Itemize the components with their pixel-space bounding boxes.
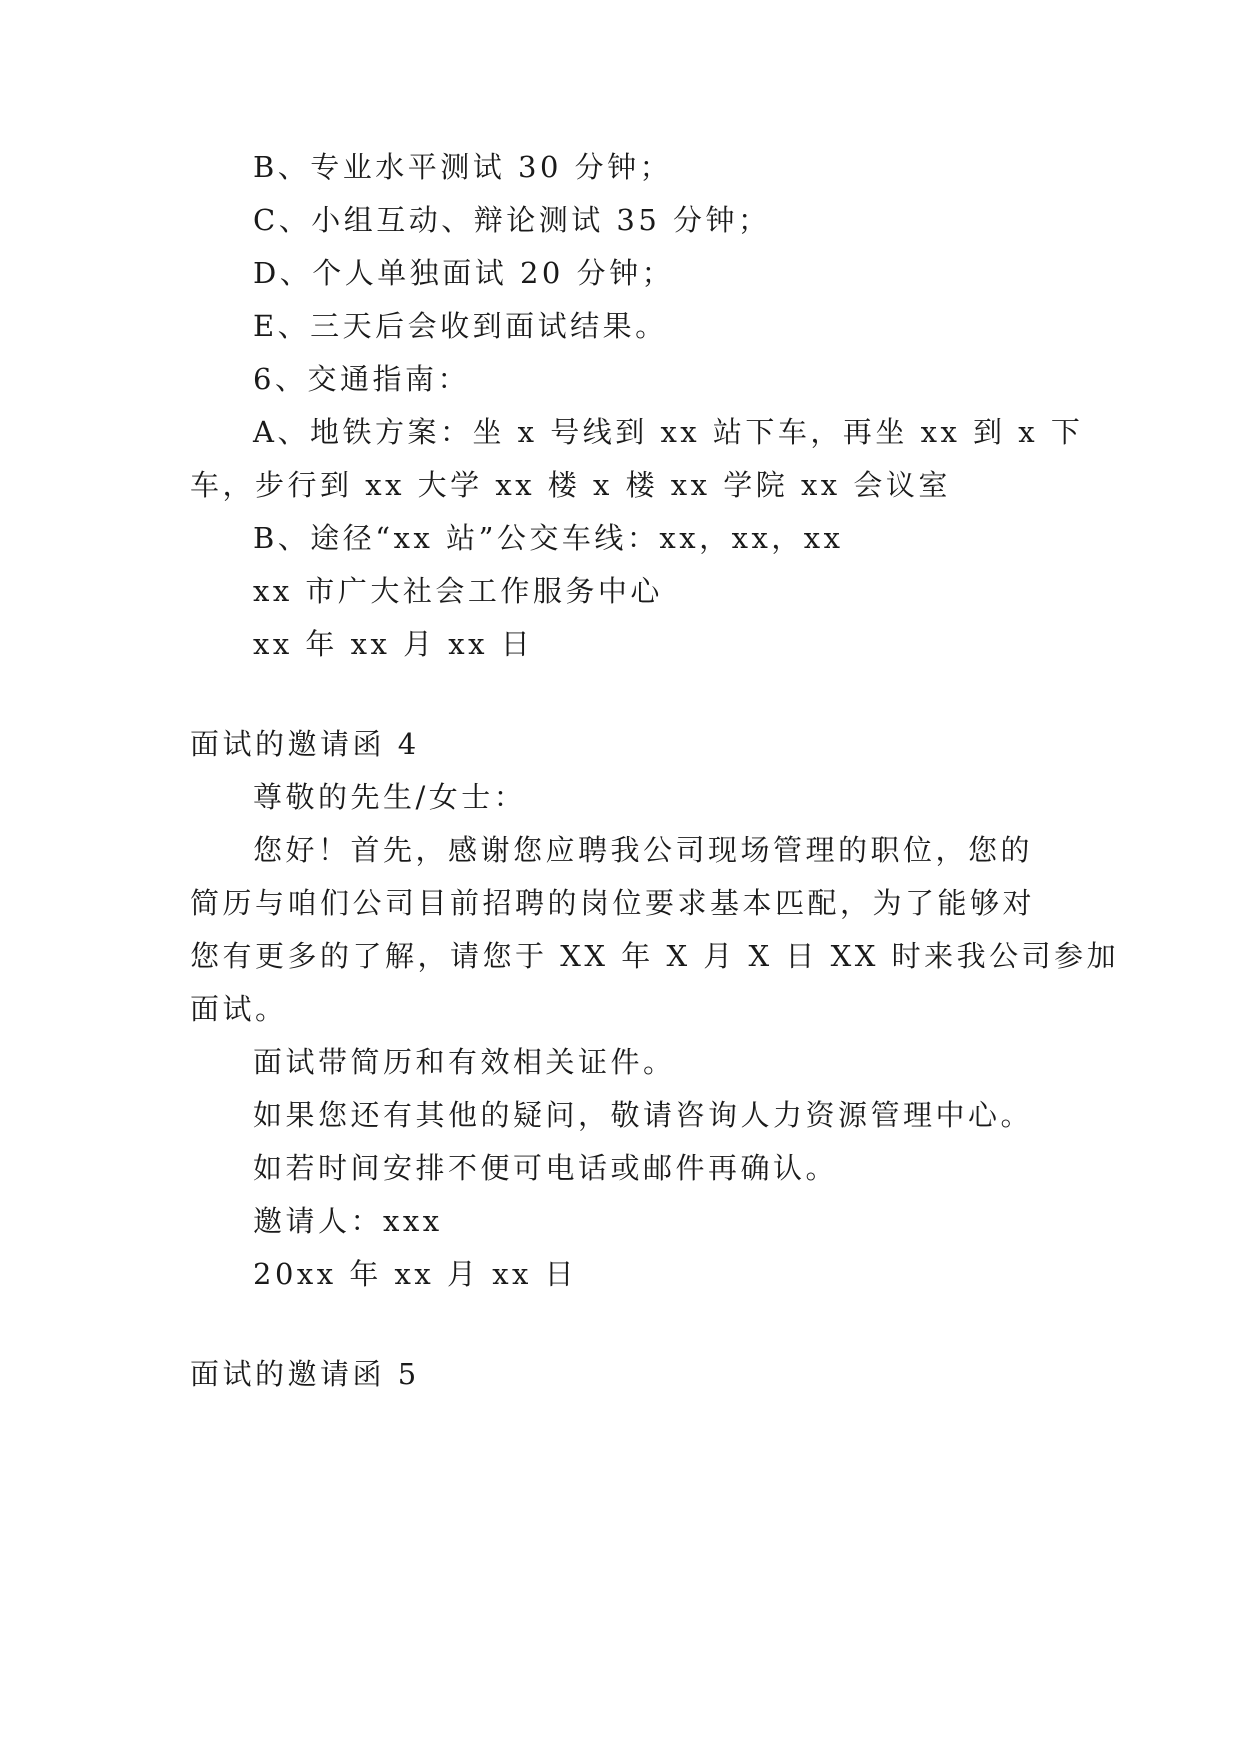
body-line-3: 您有更多的了解，请您于 XX 年 X 月 X 日 XX 时来我公司参加 [190,939,1120,973]
salutation: 尊敬的先生/女士： [253,780,527,814]
reschedule-note: 如若时间安排不便可电话或邮件再确认。 [253,1151,839,1185]
organization-name: xx 市广大社会工作服务中心 [253,574,663,608]
section-title-5: 面试的邀请函 5 [190,1357,420,1391]
body-line-1: 您好！首先，感谢您应聘我公司现场管理的职位，您的 [253,833,1034,867]
body-line-2: 简历与咱们公司目前招聘的岗位要求基本匹配，为了能够对 [190,886,1036,920]
letter-date: xx 年 xx 月 xx 日 [253,627,534,661]
invite-date: 20xx 年 xx 月 xx 日 [253,1257,578,1291]
test-item-d: D、个人单独面试 20 分钟； [253,256,675,290]
bring-documents-note: 面试带简历和有效相关证件。 [253,1045,676,1079]
subway-plan-line-1: A、地铁方案：坐 x 号线到 xx 站下车，再坐 xx 到 x 下 [253,415,1084,449]
test-item-e: E、三天后会收到面试结果。 [253,309,668,343]
test-item-b: B、专业水平测试 30 分钟； [253,150,673,184]
body-line-4: 面试。 [190,992,288,1026]
subway-plan-line-2: 车，步行到 xx 大学 xx 楼 x 楼 xx 学院 xx 会议室 [190,468,951,502]
section-title-4: 面试的邀请函 4 [190,727,420,761]
inquiry-note: 如果您还有其他的疑问，敬请咨询人力资源管理中心。 [253,1098,1034,1132]
bus-routes: B、途径“xx 站”公交车线：xx，xx，xx [253,521,844,555]
transport-heading: 6、交通指南： [253,362,470,396]
inviter: 邀请人：xxx [253,1204,443,1238]
test-item-c: C、小组互动、辩论测试 35 分钟； [253,203,771,237]
